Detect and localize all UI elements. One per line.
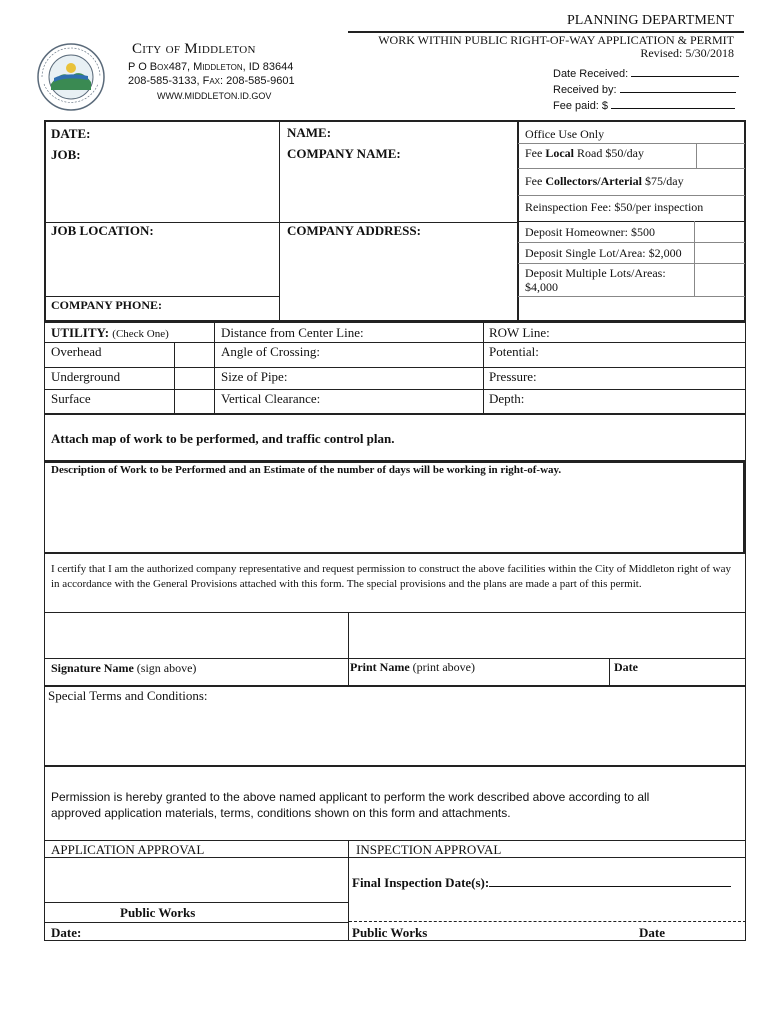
size-of-pipe[interactable]: Size of Pipe: bbox=[221, 369, 288, 384]
company-address-field-label[interactable]: COMPANY ADDRESS: bbox=[287, 223, 421, 238]
revised-date: Revised: 5/30/2018 bbox=[640, 46, 734, 60]
certification-text: I certify that I am the authorized company representative and request permission to construct the above facilities within the City of Middleton right of way in accordance with the General Provisions attached with this form. The special provisions and the plans are made a part of this permit. bbox=[51, 563, 731, 590]
fee-collectors-arterial: Fee Collectors/Arterial $75/day bbox=[525, 174, 684, 188]
fee-paid-label: Fee paid: $ bbox=[553, 100, 609, 112]
signature-date-label: Date bbox=[614, 660, 638, 674]
deposit-homeowner: Deposit Homeowner: $500 bbox=[525, 225, 655, 239]
vertical-clearance[interactable]: Vertical Clearance: bbox=[221, 391, 321, 406]
date-received-label: Date Received: bbox=[553, 68, 629, 80]
utility-label: UTILITY: (Check One) bbox=[51, 325, 169, 340]
pressure[interactable]: Pressure: bbox=[489, 369, 537, 384]
office-use-title: Office Use Only bbox=[525, 127, 605, 141]
company-phone-field-label[interactable]: COMPANY PHONE: bbox=[51, 298, 162, 312]
city-website: WWW.MIDDLETON.ID.GOV bbox=[157, 91, 272, 101]
city-phone: 208-585-3133, Fax: 208-585-9601 bbox=[128, 75, 295, 87]
utility-overhead[interactable]: Overhead bbox=[51, 344, 102, 359]
distance-center-line[interactable]: Distance from Center Line: bbox=[221, 325, 364, 340]
deposit-multiple-amount: $4,000 bbox=[525, 280, 558, 294]
signature-box[interactable] bbox=[45, 613, 347, 657]
depth[interactable]: Depth: bbox=[489, 391, 525, 406]
fee-local-road: Fee Local Road $50/day bbox=[525, 146, 644, 160]
department-title: PLANNING DEPARTMENT bbox=[566, 13, 734, 28]
attach-note: Attach map of work to be performed, and traffic control plan. bbox=[51, 431, 395, 446]
application-approval-title: APPLICATION APPROVAL bbox=[51, 842, 205, 857]
utility-underground[interactable]: Underground bbox=[51, 369, 121, 384]
final-inspection-field[interactable]: Final Inspection Date(s): bbox=[352, 875, 731, 891]
signature-name-label: Signature Name (sign above) bbox=[51, 661, 197, 675]
date-left-label[interactable]: Date: bbox=[51, 925, 82, 940]
date-field-label[interactable]: DATE: bbox=[51, 126, 91, 141]
public-works-right: Public Works bbox=[352, 925, 428, 940]
city-name: City of Middleton bbox=[132, 41, 256, 57]
city-address: P O Box487, Middleton, ID 83644 bbox=[128, 61, 294, 73]
application-signature-box[interactable] bbox=[45, 858, 347, 901]
job-field-label[interactable]: JOB: bbox=[51, 147, 81, 162]
print-name-box[interactable] bbox=[349, 613, 745, 657]
utility-surface[interactable]: Surface bbox=[51, 391, 91, 406]
inspection-approval-title: INSPECTION APPROVAL bbox=[356, 842, 502, 857]
company-name-field-label[interactable]: COMPANY NAME: bbox=[287, 146, 401, 161]
name-field-label[interactable]: NAME: bbox=[287, 125, 332, 140]
permission-text: Permission is hereby granted to the above named applicant to perform the work described above according to all approved application materials, terms, conditions shown on this form and attachments. bbox=[51, 790, 650, 820]
deposit-multiple-lots: Deposit Multiple Lots/Areas: bbox=[525, 266, 666, 280]
row-line[interactable]: ROW Line: bbox=[489, 325, 550, 340]
received-by-label: Received by: bbox=[553, 84, 617, 96]
received-by-field[interactable] bbox=[553, 84, 736, 96]
potential[interactable]: Potential: bbox=[489, 344, 539, 359]
description-label: Description of Work to be Performed and an Estimate of the number of days will be working in right-of-way. bbox=[51, 464, 562, 476]
reinspection-fee: Reinspection Fee: $50/per inspection bbox=[525, 200, 704, 214]
date-right-label[interactable]: Date bbox=[639, 925, 665, 940]
form-title: WORK WITHIN PUBLIC RIGHT-OF-WAY APPLICATION & PERMIT bbox=[378, 33, 734, 47]
special-terms-label: Special Terms and Conditions: bbox=[48, 688, 208, 703]
deposit-single-lot: Deposit Single Lot/Area: $2,000 bbox=[525, 246, 682, 260]
public-works-left: Public Works bbox=[120, 905, 196, 920]
date-received-field[interactable] bbox=[553, 68, 739, 80]
angle-of-crossing[interactable]: Angle of Crossing: bbox=[221, 344, 320, 359]
fee-paid-field[interactable] bbox=[553, 100, 735, 112]
city-seal bbox=[36, 42, 106, 112]
job-location-field-label[interactable]: JOB LOCATION: bbox=[51, 223, 154, 238]
print-name-label: Print Name (print above) bbox=[350, 660, 475, 674]
